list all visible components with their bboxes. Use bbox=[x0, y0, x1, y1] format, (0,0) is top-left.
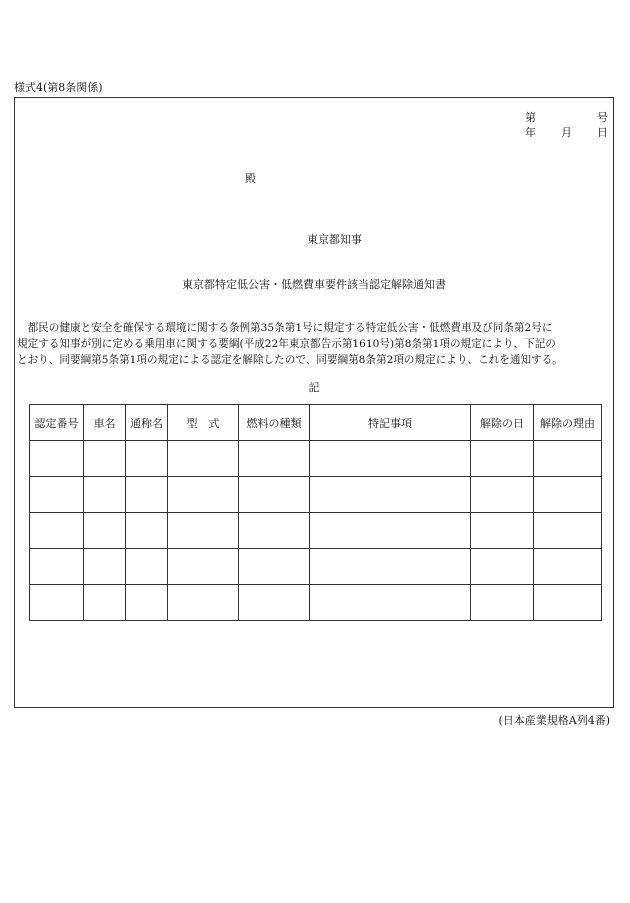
date-day: 日 bbox=[597, 126, 608, 139]
table-cell bbox=[239, 549, 310, 585]
body-line: 規定する知事が別に定める乗用車に関する要綱(平成22年東京都告示第1610号)第8条第1項の規定により、下記の bbox=[17, 338, 556, 350]
date-year: 年 bbox=[525, 126, 536, 139]
table-row bbox=[30, 549, 602, 585]
col-header-revocation-date: 解除の日 bbox=[471, 405, 534, 441]
table-row bbox=[30, 441, 602, 477]
table-cell bbox=[534, 441, 602, 477]
table-cell bbox=[30, 441, 84, 477]
table-cell bbox=[534, 477, 602, 513]
table-cell bbox=[84, 585, 126, 621]
table-cell bbox=[84, 513, 126, 549]
document-date-line bbox=[525, 124, 607, 140]
table-cell bbox=[471, 549, 534, 585]
notice-body bbox=[17, 320, 611, 368]
table-cell bbox=[168, 513, 239, 549]
table-cell bbox=[310, 585, 471, 621]
number-prefix: 第 bbox=[525, 111, 536, 124]
table-cell bbox=[310, 513, 471, 549]
table-cell bbox=[239, 585, 310, 621]
ki-heading: 記 bbox=[308, 381, 320, 394]
table-cell bbox=[126, 477, 168, 513]
body-line: 都民の健康と安全を確保する環境に関する条例第35条第1号に規定する特定低公害・低燃費車及び同条第2号に bbox=[17, 322, 553, 334]
table-row bbox=[30, 585, 602, 621]
table-cell bbox=[30, 549, 84, 585]
document-number-line bbox=[525, 109, 607, 125]
paper-size-note: (日本産業規格A列4番) bbox=[498, 714, 610, 727]
table-cell bbox=[239, 477, 310, 513]
table-cell bbox=[310, 441, 471, 477]
number-suffix: 号 bbox=[597, 111, 608, 124]
col-header-common-name: 通称名 bbox=[126, 405, 168, 441]
table-cell bbox=[30, 477, 84, 513]
table-cell bbox=[534, 513, 602, 549]
table-cell bbox=[30, 513, 84, 549]
table-cell bbox=[310, 477, 471, 513]
table-cell bbox=[471, 477, 534, 513]
table-cell bbox=[471, 585, 534, 621]
table-cell bbox=[534, 585, 602, 621]
table-cell bbox=[84, 549, 126, 585]
table-cell bbox=[310, 549, 471, 585]
col-header-model: 型 式 bbox=[168, 405, 239, 441]
table-cell bbox=[168, 441, 239, 477]
table-cell bbox=[84, 477, 126, 513]
table-cell bbox=[471, 441, 534, 477]
table-cell bbox=[126, 513, 168, 549]
col-header-revocation-reason: 解除の理由 bbox=[534, 405, 602, 441]
table-row bbox=[30, 513, 602, 549]
table-cell bbox=[239, 513, 310, 549]
table-cell bbox=[471, 513, 534, 549]
col-header-special-notes: 特記事項 bbox=[310, 405, 471, 441]
col-header-fuel-type: 燃料の種類 bbox=[239, 405, 310, 441]
table-cell bbox=[168, 549, 239, 585]
date-month: 月 bbox=[561, 126, 572, 139]
table-cell bbox=[534, 549, 602, 585]
table-row bbox=[30, 477, 602, 513]
table-cell bbox=[168, 477, 239, 513]
table-cell bbox=[126, 441, 168, 477]
issuer-name: 東京都知事 bbox=[307, 233, 362, 246]
table-header-row bbox=[30, 405, 602, 441]
col-header-certification-number: 認定番号 bbox=[30, 405, 84, 441]
table-cell bbox=[126, 549, 168, 585]
table-cell bbox=[239, 441, 310, 477]
document-frame bbox=[14, 97, 614, 708]
table-cell bbox=[30, 585, 84, 621]
addressee-honorific: 殿 bbox=[245, 172, 256, 185]
table-cell bbox=[168, 585, 239, 621]
form-number-label: 様式4(第8条関係) bbox=[14, 81, 103, 94]
revocation-table bbox=[29, 404, 602, 621]
table-cell bbox=[84, 441, 126, 477]
body-line: とおり、同要綱第5条第1項の規定による認定を解除したので、同要綱第8条第2項の規定により、これを通知する。 bbox=[17, 354, 563, 366]
table-cell bbox=[126, 585, 168, 621]
col-header-vehicle-name: 車名 bbox=[84, 405, 126, 441]
document-title: 東京都特定低公害・低燃費車要件該当認定解除通知書 bbox=[182, 278, 446, 291]
